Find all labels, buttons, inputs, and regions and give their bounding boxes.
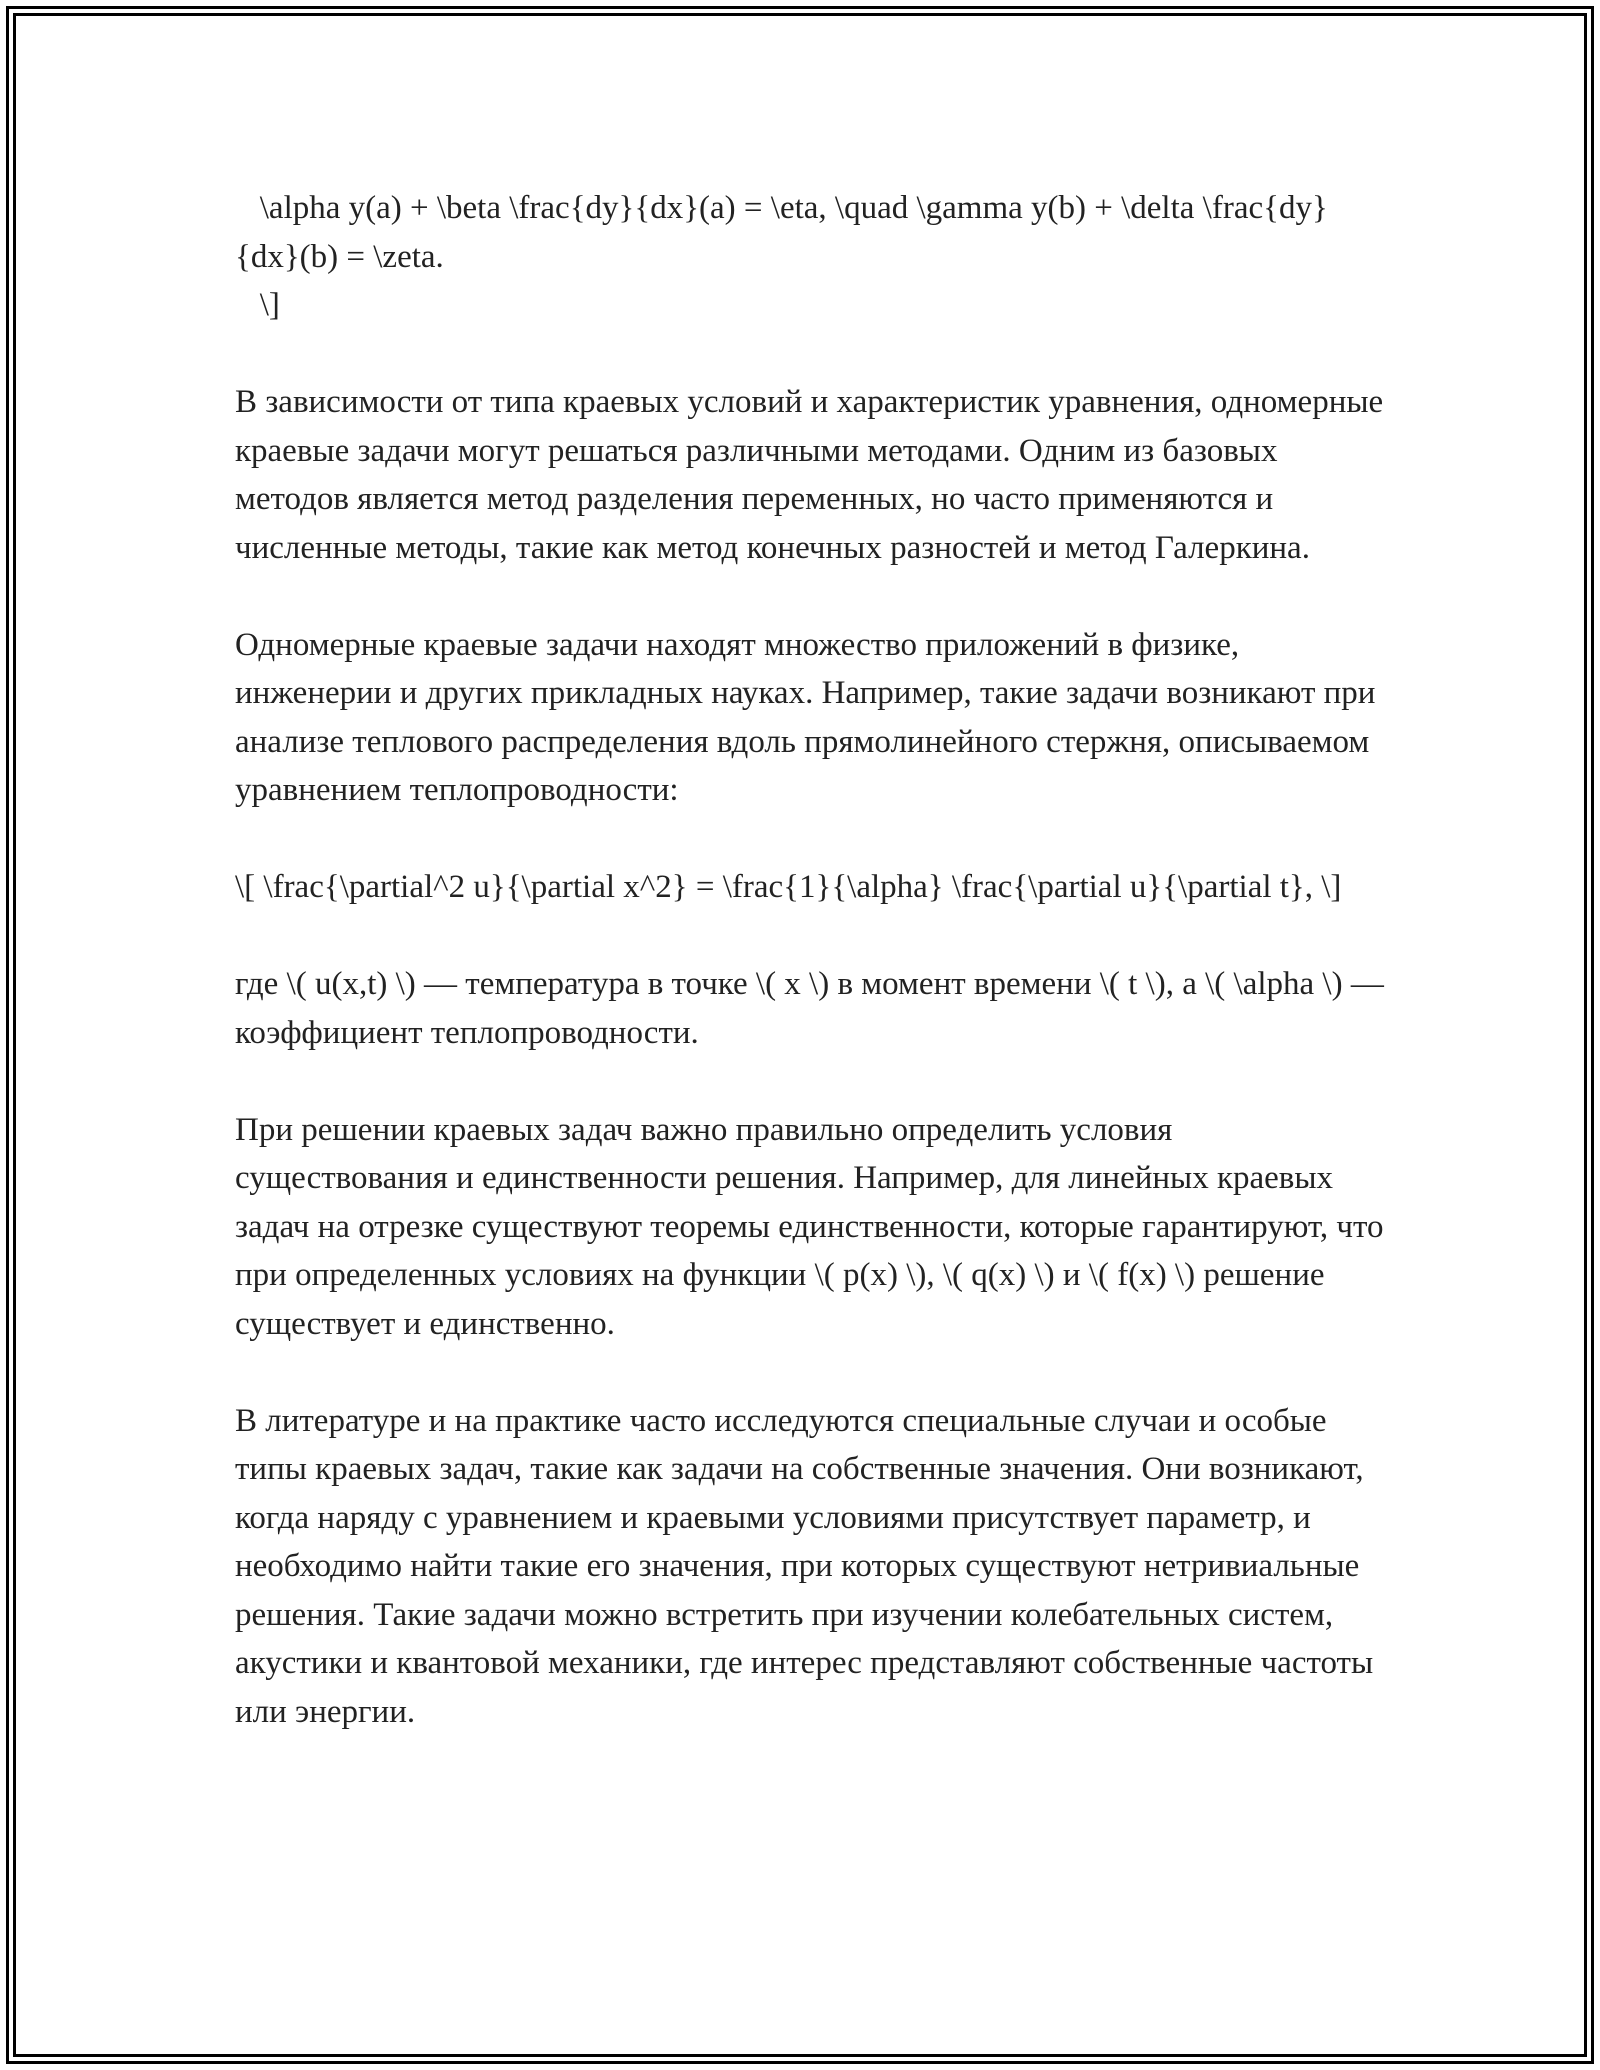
paragraph-solution-methods: В зависимости от типа краевых условий и характеристик уравнения, одномерные краевые задачи могут решаться различными методами. Одним из базовых методов является метод разделения переменных, но часто применяются и численные методы, такие как метод конечных разностей и метод Галеркина. [235,384,1384,566]
boundary-conditions-formula: \alpha y(a) + \beta \frac{dy}{dx}(a) = \eta, \quad \gamma y(b) + \delta \frac{dy}{dx}(b) = \zeta. \] [235,190,1328,323]
paragraph-heat-definitions: где \( u(x,t) \) — температура в точке \( x \) в момент времени \( t \), а \( \alpha \) — коэффициент теплопроводности. [235,966,1384,1051]
heat-equation-formula: \[ \frac{\partial^2 u}{\partial x^2} = \frac{1}{\alpha} \frac{\partial u}{\partial t}, \] [235,869,1342,905]
document-body [235,184,1385,1785]
paragraph-applications: Одномерные краевые задачи находят множество приложений в физике, инженерии и других прикладных науках. Например, такие задачи возникают при анализе теплового распределения вдоль прямолинейного стержня, описываемом уравнением теплопроводности: [235,626,1376,808]
paragraph-eigenvalue-problems: В литературе и на практике часто исследуются специальные случаи и особые типы краевых задач, такие как задачи на собственные значения. Они возникают, когда наряду с уравнением и краевыми условиями присутствует параметр, и необходимо найти такие его значения, при которых существуют нетривиальные решения. Такие задачи можно встретить при изучении колебательных систем, акустики и квантовой механики, где интерес представляют собственные частоты или энергии. [235,1402,1374,1730]
paragraph-uniqueness: При решении краевых задач важно правильно определить условия существования и единственности решения. Например, для линейных краевых задач на отрезке существуют теоремы единственности, которые гарантируют, что при определенных условиях на функции \( p(x) \), \( q(x) \) и \( f(x) \) решение существует и единственно. [235,1111,1384,1342]
